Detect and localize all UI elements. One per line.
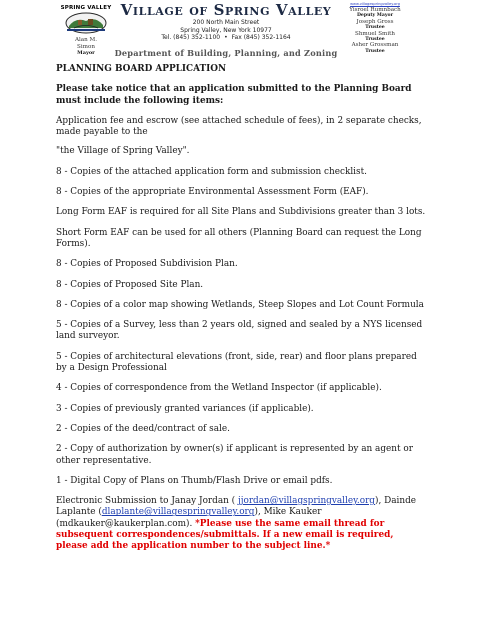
email-thread-notice: *Please use the same email thread for subsequent correspondences/submittals. If a new email is required, please add the application number to the subject line.* [56, 518, 394, 552]
item-eaf: 8 - Copies of the appropriate Environmental Assessment Form (EAF). [56, 187, 369, 198]
official-name: Asher Grossman [351, 42, 399, 49]
mayor-name-first: Alan M. [74, 37, 98, 43]
mayor-name-last: Simon [77, 43, 95, 50]
email-link-laplante[interactable]: dlaplante@villagespringvalley.org [101, 507, 255, 518]
department-name: Department of Building, Planning, and Zoning [114, 47, 338, 58]
official-role: Trustee [365, 25, 385, 31]
city-line: Spring Valley, New York 10977 [180, 26, 272, 34]
electronic-mid1: ), Dainde Laplante ( [56, 496, 416, 518]
item-color-map: 8 - Copies of a color map showing Wetlands, Steep Slopes and Lot Count Formula [56, 299, 424, 310]
seal-text: SPRING VALLEY [60, 5, 112, 11]
electronic-prefix: Electronic Submission to Janay Jordan ( [56, 496, 238, 507]
bullet-separator: • [224, 34, 228, 41]
official-role: Deputy Mayor [356, 13, 394, 19]
document-title: PLANNING BOARD APPLICATION [56, 64, 227, 74]
officials-block [340, 2, 410, 54]
official-3 [340, 31, 410, 43]
official-name: Shmuel Smith [355, 30, 395, 37]
official-2 [340, 19, 410, 31]
seal-emblem-icon [64, 11, 108, 35]
fax-number: Fax (845) 352-1164 [231, 34, 291, 41]
notice-paragraph: Please take notice that an application submitted to the Planning Board must include the following items: [56, 84, 412, 106]
item-authorization: 2 - Copy of authorization by owner(s) if applicant is represented by an agent or other representative. [56, 444, 413, 466]
website-link[interactable]: www.villagespringvalley.org [350, 2, 400, 6]
official-name: Joseph Gross [356, 18, 394, 25]
item-site-plan: 8 - Copies of Proposed Site Plan. [56, 279, 204, 290]
item-subdivision-plan: 8 - Copies of Proposed Subdivision Plan. [56, 259, 238, 270]
document-body [56, 64, 428, 553]
village-seal [60, 5, 112, 35]
electronic-mid2: ), Mike Kauker (mdkauker@kaukerplan.com). [56, 507, 322, 529]
email-link-jordan[interactable]: jjordan@villagspringvalley.org [237, 496, 375, 507]
electronic-submission [56, 496, 428, 552]
item-digital-copy: 1 - Digital Copy of Plans on Thumb/Flash Drive or email pdfs. [56, 475, 333, 486]
item-short-eaf: Short Form EAF can be used for all others (Planning Board can request the Long Forms). [56, 227, 422, 249]
item-fee: Application fee and escrow (see attached schedule of fees), in 2 separate checks, made payable to the [56, 115, 422, 138]
phone-number: Tel. (845) 352-1100 [161, 34, 221, 41]
official-1 [340, 7, 410, 19]
mayor-block [60, 37, 112, 56]
official-4 [340, 42, 410, 54]
village-title: Village of Spring Valley [120, 1, 332, 19]
letterhead [0, 0, 480, 62]
item-payable: "the Village of Spring Valley". [56, 146, 190, 157]
mayor-role: Mayor [77, 50, 95, 56]
item-wetland: 4 - Copies of correspondence from the Wetland Inspector (if applicable). [56, 383, 382, 394]
item-variances: 3 - Copies of previously granted variances (if applicable). [56, 403, 314, 414]
item-application-form: 8 - Copies of the attached application form and submission checklist. [56, 166, 367, 177]
letterhead-center [112, 0, 340, 58]
official-name: Yisroel Rumnbach [349, 7, 401, 13]
item-architectural: 5 - Copies of architectural elevations (front, side, rear) and floor plans prepared by a Design Professional [56, 351, 417, 374]
official-role: Trustee [365, 37, 385, 43]
item-survey: 5 - Copies of a Survey, less than 2 years old, signed and sealed by a NYS licensed land surveyor. [56, 320, 423, 342]
address-line: 200 North Main Street [192, 19, 260, 26]
item-deed: 2 - Copies of the deed/contract of sale. [56, 423, 230, 434]
phone-fax-line [112, 34, 340, 42]
official-role: Trustee [365, 48, 385, 54]
item-long-eaf: Long Form EAF is required for all Site Plans and Subdivisions greater than 3 lots. [56, 207, 426, 218]
